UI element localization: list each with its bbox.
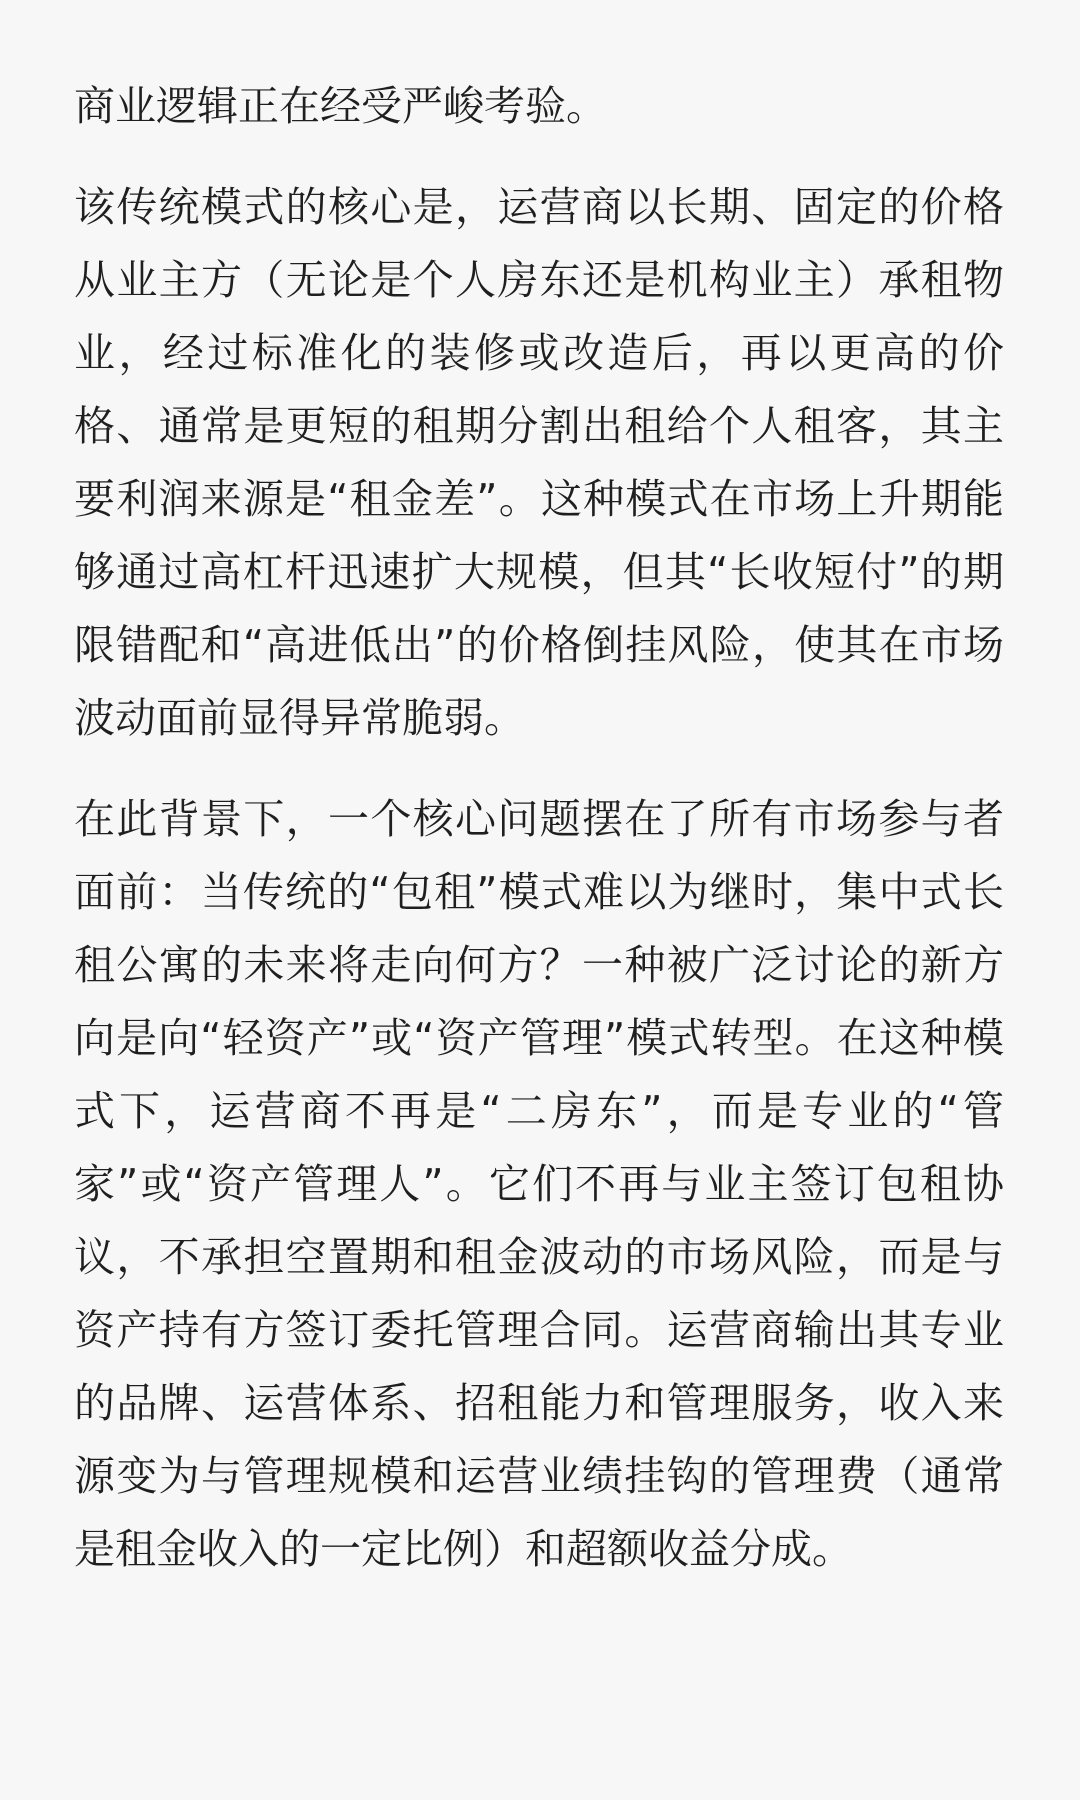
article-body bbox=[74, 70, 1004, 1614]
paragraph-traditional-model: 该传统模式的核心是，运营商以长期、固定的价格从业主方（无论是个人房东还是机构业主）承租物业，经过标准化的装修或改造后，再以更高的价格、通常是更短的租期分割出租给个人租客，其主要利润来源是“租金差”。这种模式在市场上升期能够通过高杠杆迅速扩大规模，但其“长收短付”的期限错配和“高进低出”的价格倒挂风险，使其在市场波动面前显得异常脆弱。 bbox=[74, 183, 1004, 742]
paragraph-asset-management-shift: 在此背景下，一个核心问题摆在了所有市场参与者面前：当传统的“包租”模式难以为继时，集中式长租公寓的未来将走向何方？一种被广泛讨论的新方向是向“轻资产”或“资产管理”模式转型。在这种模式下，运营商不再是“二房东”，而是专业的“管家”或“资产管理人”。它们不再与业主签订包租协议，不承担空置期和租金波动的市场风险，而是与资产持有方签订委托管理合同。运营商输出其专业的品牌、运营体系、招租能力和管理服务，收入来源变为与管理规模和运营业绩挂钩的管理费（通常是租金收入的一定比例）和超额收益分成。 bbox=[74, 795, 1004, 1573]
paragraph-intro-tail: 商业逻辑正在经受严峻考验。 bbox=[74, 82, 607, 130]
